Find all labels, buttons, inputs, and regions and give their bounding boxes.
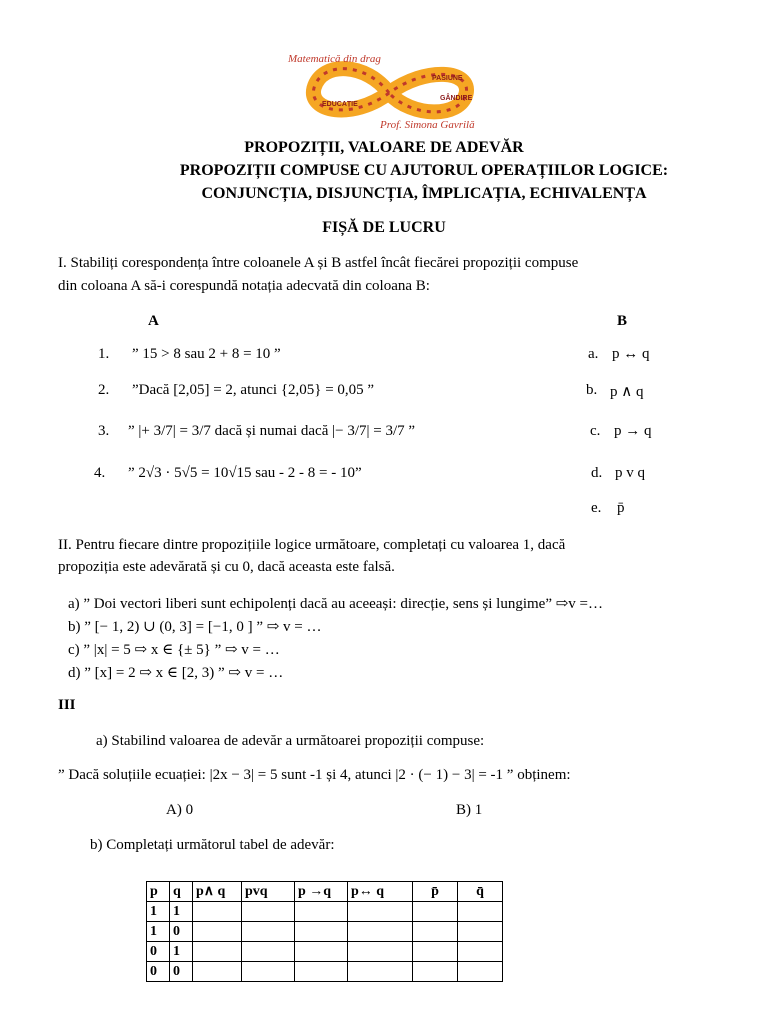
item-a-3-num: 3. (98, 423, 110, 439)
item-a-1: ” 15 > 8 sau 2 + 8 = 10 ” (132, 346, 281, 362)
cell[interactable] (458, 902, 503, 922)
title-line-3: CONJUNCȚIA, DISJUNCȚIA, ÎMPLICAȚIA, ECHIVALENȚA (201, 185, 647, 202)
cell[interactable] (413, 962, 458, 982)
cell[interactable] (193, 922, 242, 942)
table-row (147, 902, 503, 922)
item-b-a: p ↔ q (612, 346, 650, 362)
cell[interactable] (458, 922, 503, 942)
logo-top-text: Matematică din drag (288, 53, 381, 65)
item-a-4-num: 4. (94, 465, 106, 481)
cell[interactable] (193, 942, 242, 962)
header-iff: p↔ q (348, 882, 413, 902)
section2-item-b: b) ” [− 1, 2) ∪ (0, 3] = [−1, 0 ] ” ⇨ v = … (68, 619, 322, 635)
worksheet-subtitle: FIȘĂ DE LUCRU (322, 219, 446, 236)
header-not-p: p̄ (413, 882, 458, 902)
cell[interactable] (348, 902, 413, 922)
cell: 0 (147, 962, 170, 982)
section2-intro-line2: propoziția este adevărată și cu 0, dacă aceasta este falsă. (58, 559, 395, 575)
cell[interactable] (242, 942, 295, 962)
logo-word-3: EDUCAȚIE (322, 101, 358, 108)
section3-b-text: b) Completați următorul tabel de adevăr: (90, 837, 335, 853)
cell: 1 (170, 902, 193, 922)
section1-intro-line2: din coloana A să-i corespundă notația adecvată din coloana B: (58, 278, 430, 294)
cell: 0 (170, 962, 193, 982)
header-or: pvq (242, 882, 295, 902)
truth-table (146, 881, 503, 982)
cell: 0 (147, 942, 170, 962)
item-b-b: p ∧ q (610, 384, 644, 400)
item-a-4: ” 2√3 · 5√5 = 10√15 sau - 2 - 8 = - 10” (128, 465, 362, 481)
item-a-3: ” |+ 3/7| = 3/7 dacă și numai dacă |− 3/7| = 3/7 ” (128, 423, 416, 439)
section2-item-d: d) ” [x] = 2 ⇨ x ∈ [2, 3) ” ⇨ v = … (68, 665, 284, 681)
cell[interactable] (295, 902, 348, 922)
section2-item-a: a) ” Doi vectori liberi sunt echipolenți dacă au aceeași: direcție, sens și lungime” ⇨v =… (68, 596, 604, 612)
item-b-e: p̄ (617, 500, 625, 516)
cell[interactable] (413, 922, 458, 942)
section3-quote: ” Dacă soluțiile ecuației: |2x − 3| = 5 sunt -1 și 4, atunci |2 · (− 1) − 3| = -1 ” obținem: (58, 767, 571, 783)
header-not-q: q̄ (458, 882, 503, 902)
column-b-header: B (617, 313, 628, 329)
cell[interactable] (348, 922, 413, 942)
cell[interactable] (242, 922, 295, 942)
cell[interactable] (413, 902, 458, 922)
item-b-c-letter: c. (590, 423, 601, 439)
table-row (147, 962, 503, 982)
cell[interactable] (458, 942, 503, 962)
section2-item-c: c) ” |x| = 5 ⇨ x ∈ {± 5} ” ⇨ v = … (68, 642, 280, 658)
section1-intro-line1: I. Stabiliți corespondența între coloanele A și B astfel încât fiecărei propoziții compuse (58, 255, 579, 271)
logo-word-1: PASIUNE (432, 75, 463, 82)
truth-table-header (147, 882, 503, 902)
header-implies: p →q (295, 882, 348, 902)
item-b-a-letter: a. (588, 346, 599, 362)
section3-a-text: a) Stabilind valoarea de adevăr a următoarei propoziții compuse: (96, 733, 485, 749)
cell[interactable] (295, 922, 348, 942)
cell[interactable] (242, 962, 295, 982)
option-a: A) 0 (166, 802, 194, 818)
cell: 1 (147, 922, 170, 942)
option-b: B) 1 (456, 802, 483, 818)
column-a-header: A (148, 313, 159, 329)
cell[interactable] (413, 942, 458, 962)
header-and: p∧ q (193, 882, 242, 902)
item-b-d: p v q (615, 465, 645, 481)
table-row (147, 942, 503, 962)
item-a-2: ”Dacă [2,05] = 2, atunci {2,05} = 0,05 ” (132, 382, 375, 398)
header-q: q (170, 882, 193, 902)
cell: 0 (170, 922, 193, 942)
cell: 1 (170, 942, 193, 962)
cell[interactable] (348, 962, 413, 982)
header-p: p (147, 882, 170, 902)
infinity-logo-icon (282, 48, 496, 130)
cell[interactable] (348, 942, 413, 962)
section2-intro-line1: II. Pentru fiecare dintre propozițiile logice următoare, completați cu valoarea 1, dacă (58, 537, 566, 553)
cell[interactable] (295, 962, 348, 982)
item-b-e-letter: e. (591, 500, 602, 516)
cell[interactable] (242, 902, 295, 922)
item-b-c: p → q (614, 423, 652, 439)
cell[interactable] (193, 962, 242, 982)
cell[interactable] (193, 902, 242, 922)
cell[interactable] (295, 942, 348, 962)
table-row (147, 922, 503, 942)
cell[interactable] (458, 962, 503, 982)
logo-author: Prof. Simona Gavrilă (380, 119, 475, 130)
logo-word-2: GÂNDIRE (440, 95, 473, 102)
logo (282, 48, 496, 130)
item-a-2-num: 2. (98, 382, 110, 398)
cell: 1 (147, 902, 170, 922)
title-line-2: PROPOZIȚII COMPUSE CU AJUTORUL OPERAȚIILOR LOGICE: (179, 162, 669, 179)
title-line-1: PROPOZIȚII, VALOARE DE ADEVĂR (244, 139, 524, 156)
item-b-d-letter: d. (591, 465, 603, 481)
item-b-b-letter: b. (586, 382, 598, 398)
item-a-1-num: 1. (98, 346, 110, 362)
section3-label: III (58, 697, 76, 713)
